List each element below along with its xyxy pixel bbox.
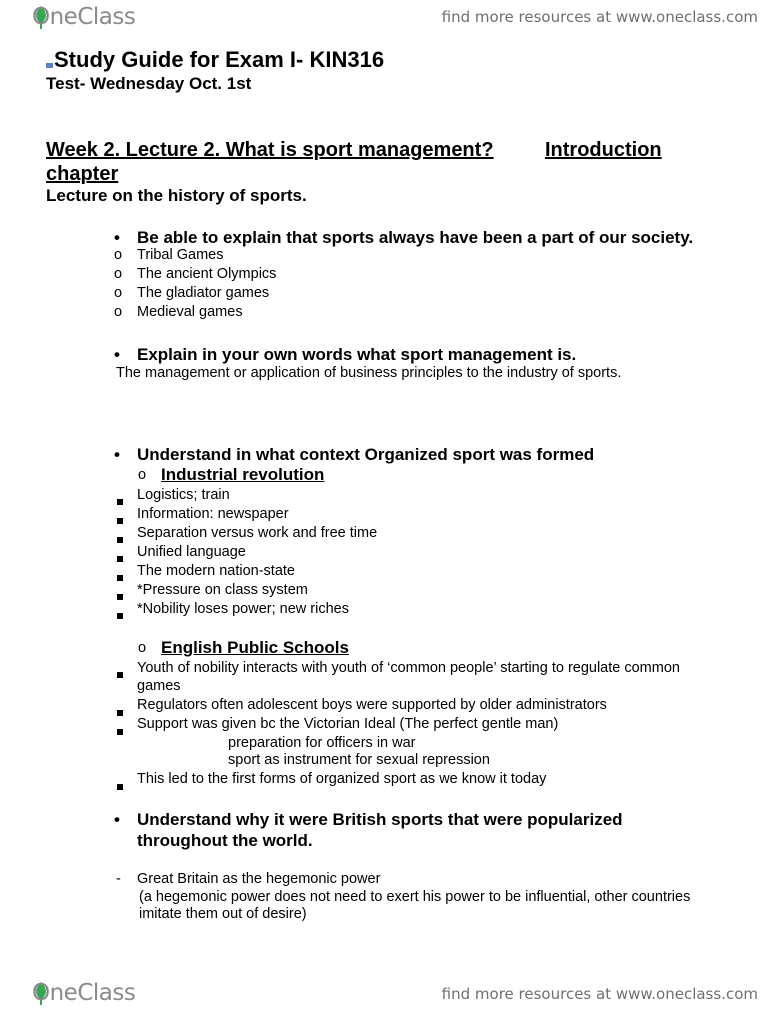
list-item: This led to the first forms of organized sport as we know it today [137, 771, 547, 787]
definition-text: The management or application of business principles to the industry of sports. [116, 365, 622, 381]
square-bullet [117, 703, 123, 721]
list-item: Regulators often adolescent boys were supported by older administrators [137, 697, 607, 713]
square-bullet [117, 530, 123, 548]
dash-marker: - [116, 871, 121, 887]
square-bullet [117, 511, 123, 529]
list-item: Logistics; train [137, 487, 230, 503]
circle-marker: o [138, 467, 147, 483]
bullet-dot: • [114, 445, 120, 464]
circle-marker: o [114, 304, 123, 320]
list-item: The modern nation-state [137, 563, 295, 579]
square-bullet [117, 587, 123, 605]
list-item-cont: (a hegemonic power does not need to exert his power to be influential, other countries [139, 889, 691, 905]
bullet-dot: • [114, 228, 120, 247]
week-heading: Week 2. Lecture 2. What is sport management? [46, 139, 494, 161]
square-bullet [117, 549, 123, 567]
anchor-marker [46, 63, 53, 68]
bullet-heading: Understand in what context Organized sport was formed [137, 445, 595, 464]
footer-tagline[interactable]: find more resources at www.oneclass.com [441, 985, 758, 1003]
subheading-industrial-revolution: Industrial revolution [161, 465, 325, 484]
circle-marker: o [114, 247, 123, 263]
list-item: The ancient Olympics [137, 266, 277, 282]
logo-text: OneClass [32, 4, 136, 30]
page-title: Study Guide for Exam I- KIN316 [54, 47, 385, 72]
bullet-dot: • [114, 810, 120, 829]
list-item: Youth of nobility interacts with youth of ‘common people’ starting to regulate common [137, 660, 680, 676]
bullet-dot: • [114, 345, 120, 364]
list-item: Tribal Games [137, 247, 224, 263]
list-item: Separation versus work and free time [137, 525, 378, 541]
list-item: Information: newspaper [137, 506, 289, 522]
test-date: Test- Wednesday Oct. 1st [46, 74, 252, 93]
list-item-cont: imitate them out of desire) [139, 906, 307, 922]
square-bullet [117, 568, 123, 586]
bullet-heading: Be able to explain that sports always have been a part of our society. [137, 228, 694, 247]
circle-marker: o [114, 266, 123, 282]
list-item: The gladiator games [137, 285, 270, 301]
lecture-title: Lecture on the history of sports. [46, 186, 307, 205]
list-item-cont: preparation for officers in war [228, 735, 416, 751]
circle-marker: o [114, 285, 123, 301]
bullet-heading: Understand why it were British sports that were popularized [137, 810, 623, 829]
square-bullet [117, 492, 123, 510]
list-item: Unified language [137, 544, 246, 560]
list-item-cont: sport as instrument for sexual repression [228, 752, 490, 768]
list-item: Medieval games [137, 304, 243, 320]
list-item: *Nobility loses power; new riches [137, 601, 349, 617]
week-heading-right: Introduction [545, 139, 662, 161]
square-bullet [117, 722, 123, 740]
list-item: *Pressure on class system [137, 582, 308, 598]
square-bullet [117, 777, 123, 795]
week-heading-cont: chapter [46, 163, 119, 185]
list-item: Great Britain as the hegemonic power [137, 871, 381, 887]
bullet-heading-cont: throughout the world. [137, 831, 313, 850]
square-bullet [117, 665, 123, 683]
header-tagline[interactable]: find more resources at www.oneclass.com [441, 8, 758, 26]
logo-text: OneClass [32, 980, 136, 1006]
circle-marker: o [138, 640, 147, 656]
subheading-english-public-schools: English Public Schools [161, 638, 349, 657]
list-item: Support was given bc the Victorian Ideal (The perfect gentle man) [137, 716, 559, 732]
list-item-cont: games [137, 678, 181, 694]
bullet-heading: Explain in your own words what sport management is. [137, 345, 577, 364]
square-bullet [117, 606, 123, 624]
